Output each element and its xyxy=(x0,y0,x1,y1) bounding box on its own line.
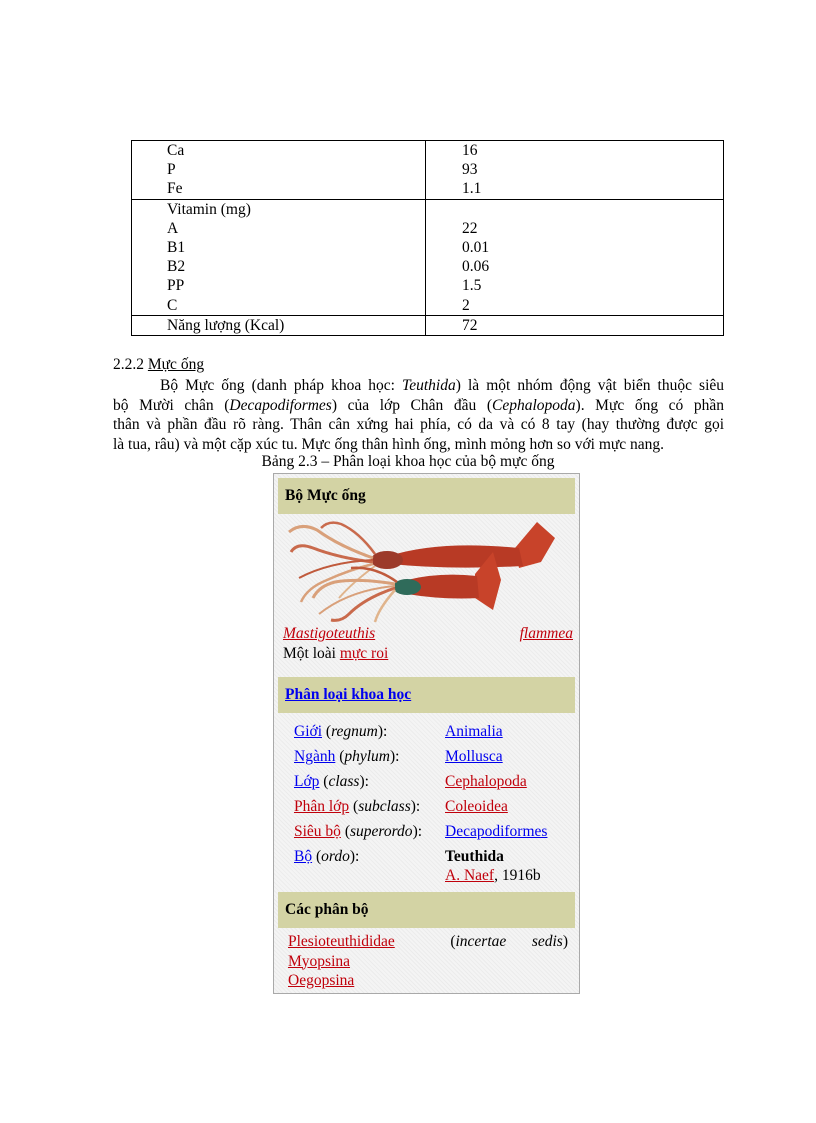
subdivisions-list xyxy=(288,932,568,991)
nutrient-value: 72 xyxy=(462,316,478,334)
species-genus[interactable]: Mastigoteuthis xyxy=(283,625,376,642)
incertae-open: (incertae xyxy=(450,933,507,950)
rank-link[interactable]: Siêu bộ xyxy=(294,823,341,840)
nutrient-label: A xyxy=(167,219,179,237)
para-line-4: là tua, râu) và một cặp xúc tu. Mực ống thân hình ống, mình mỏng hơn so với mực nang. xyxy=(113,435,665,453)
incertae-close: sedis) xyxy=(531,933,568,950)
classification-table xyxy=(294,719,548,884)
subdivision-row xyxy=(288,952,568,972)
nutrient-value: 16 xyxy=(462,142,478,159)
squid-icon xyxy=(279,518,575,626)
nutrition-table xyxy=(131,140,724,336)
nutrition-group-minerals xyxy=(132,141,723,199)
subdivision-row xyxy=(288,971,568,991)
nutrient-value: 0.06 xyxy=(462,258,490,276)
rank-latin: subclass xyxy=(358,798,411,815)
rank-link[interactable]: Giới xyxy=(294,723,323,740)
taxobox-title: Bộ Mực ống xyxy=(278,478,575,514)
authority-link[interactable]: A. Naef xyxy=(445,867,495,884)
nutrient-value: 2 xyxy=(462,296,470,314)
rank-value-link[interactable]: Decapodiformes xyxy=(445,823,548,840)
para-line-3: thân và phần đầu rõ ràng. Thân cân xứng hai phía, có da và có 8 tay (hay thường được gọi xyxy=(113,416,724,434)
rank-row: Lớp (class): Cephalopoda xyxy=(294,773,527,790)
rank-link[interactable]: Ngành xyxy=(294,748,336,765)
classification-header-link[interactable]: Phân loại khoa học xyxy=(285,686,412,703)
rank-row: Bộ (ordo): Teuthida A. Naef, 1916b xyxy=(294,848,541,884)
species-desc-prefix: Một loài xyxy=(283,645,336,662)
paragraph-line xyxy=(113,435,724,455)
subdivision-link[interactable]: Plesioteuthididae xyxy=(288,933,395,950)
rank-row: Giới (regnum): Animalia xyxy=(294,723,503,740)
rank-latin: regnum xyxy=(331,723,378,740)
paragraph-line xyxy=(113,376,724,396)
nutrient-value: 0.01 xyxy=(462,238,490,256)
rank-row: Ngành (phylum): Mollusca xyxy=(294,748,503,765)
order-name: Teuthida xyxy=(445,848,504,865)
nutrient-value: 93 xyxy=(462,161,478,179)
paragraph-line xyxy=(113,415,724,435)
species-name[interactable] xyxy=(283,625,573,643)
nutrient-label: B1 xyxy=(167,238,186,256)
rank-value-link[interactable]: Animalia xyxy=(445,723,503,740)
nutrient-label: B2 xyxy=(167,258,186,276)
squid-illustration xyxy=(279,518,575,626)
classification-header xyxy=(278,677,575,713)
rank-row: Siêu bộ (superordo): Decapodiformes xyxy=(294,823,548,840)
section-paragraph xyxy=(113,376,724,454)
subdivision-link[interactable]: Myopsina xyxy=(288,952,350,970)
table-caption: Bảng 2.3 – Phân loại khoa học của bộ mực ống xyxy=(261,453,555,470)
rank-link[interactable]: Lớp xyxy=(294,773,320,790)
nutrient-label: Fe xyxy=(167,180,183,198)
rank-latin: class xyxy=(328,773,360,790)
species-epithet[interactable]: flammea xyxy=(519,625,573,642)
para-line-1: Bộ Mực ống (danh pháp khoa học: Teuthida) là một nhóm động vật biển thuộc siêu xyxy=(160,377,725,394)
rank-latin: phylum xyxy=(344,748,391,765)
nutrition-group-vitamins xyxy=(132,199,723,315)
nutrient-label: PP xyxy=(167,277,185,295)
rank-value-link[interactable]: Coleoidea xyxy=(445,798,508,815)
section-heading xyxy=(113,356,204,374)
nutrient-label: Năng lượng (Kcal) xyxy=(167,316,285,334)
nutrient-value xyxy=(462,200,723,219)
nutrient-value: 22 xyxy=(462,219,478,237)
para-line-2: bộ Mười chân (Decapodiformes) của lớp Chân đầu (Cephalopoda). Mực ống có phần xyxy=(113,396,725,414)
authority-year: , 1916b xyxy=(494,867,541,884)
rank-value-link[interactable]: Cephalopoda xyxy=(445,773,527,790)
nutrient-value: 1.1 xyxy=(462,180,482,198)
rank-row: Phân lớp (subclass): Coleoidea xyxy=(294,798,508,815)
section-number: 2.2.2 xyxy=(113,356,144,373)
rank-link[interactable]: Phân lớp xyxy=(294,798,350,815)
paragraph-line xyxy=(113,396,724,416)
rank-value-link[interactable]: Mollusca xyxy=(445,748,503,765)
species-desc-link[interactable]: mực roi xyxy=(339,645,389,662)
rank-latin: ordo xyxy=(321,848,350,865)
subdivision-link[interactable]: Oegopsina xyxy=(288,972,355,989)
rank-link[interactable]: Bộ xyxy=(294,848,313,865)
nutrient-value: 1.5 xyxy=(462,277,482,295)
nutrient-label: C xyxy=(167,296,178,314)
nutrition-group-energy xyxy=(132,315,723,335)
nutrient-label: Ca xyxy=(167,142,185,159)
rank-latin: superordo xyxy=(349,823,413,840)
subdivision-row xyxy=(288,932,568,952)
species-description xyxy=(283,645,388,663)
nutrient-label: Vitamin (mg) xyxy=(167,200,251,218)
section-title: Mực ống xyxy=(147,356,205,373)
nutrient-label: P xyxy=(167,161,176,179)
subdivisions-header: Các phân bộ xyxy=(278,892,575,928)
taxobox xyxy=(273,473,580,994)
